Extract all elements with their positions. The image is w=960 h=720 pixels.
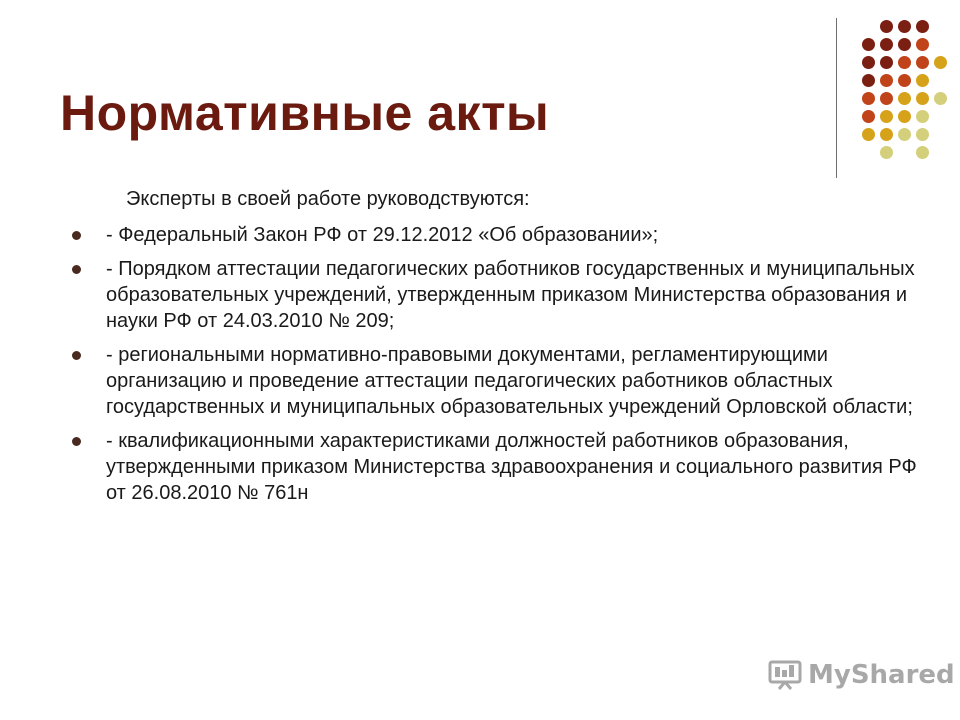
decorative-dot [880, 20, 893, 33]
bullet-dot-icon [72, 231, 81, 240]
decorative-dot [916, 146, 929, 159]
bullet-text: - региональными нормативно-правовыми документами, регламентирующими организацию и проведение аттестации педагогических работников областных государственных и муниципальных образовательных учреждений Орловской области; [106, 344, 913, 418]
decorative-dot [898, 110, 911, 123]
decorative-dot [862, 56, 875, 69]
bullet-dot-icon [72, 437, 81, 446]
decorative-dot [916, 92, 929, 105]
bullet-list [68, 222, 918, 514]
list-item [68, 428, 918, 506]
bullet-dot-icon [72, 265, 81, 274]
bullet-dot-icon [72, 351, 81, 360]
decorative-dot-grid [0, 0, 960, 200]
decorative-dot [898, 56, 911, 69]
intro-text: Эксперты в своей работе руководствуются: [126, 188, 530, 210]
list-item [68, 256, 918, 334]
decorative-dot [916, 110, 929, 123]
bullet-text: - Федеральный Закон РФ от 29.12.2012 «Об образовании»; [106, 224, 659, 246]
presentation-board-icon [768, 660, 802, 690]
decorative-dot [862, 74, 875, 87]
decorative-dot [862, 92, 875, 105]
decorative-dot [880, 146, 893, 159]
list-item [68, 222, 918, 248]
decorative-dot [880, 92, 893, 105]
decorative-dot [880, 38, 893, 51]
decorative-dot [862, 128, 875, 141]
watermark-text: MyShared [808, 660, 955, 690]
decorative-dot [880, 128, 893, 141]
decorative-dot [916, 20, 929, 33]
decorative-dot [898, 92, 911, 105]
decorative-dot [898, 38, 911, 51]
decorative-dot [862, 38, 875, 51]
decorative-dot [916, 128, 929, 141]
decorative-dot [880, 56, 893, 69]
decorative-dot [916, 38, 929, 51]
list-item [68, 342, 918, 420]
decorative-dot [916, 56, 929, 69]
slide-title: Нормативные акты [60, 85, 550, 141]
decorative-dot [916, 74, 929, 87]
decorative-dot [934, 56, 947, 69]
watermark [768, 660, 955, 690]
decorative-dot [898, 74, 911, 87]
bullet-text: - Порядком аттестации педагогических работников государственных и муниципальных образовательных учреждений, утвержденным приказом Министерства образования и науки РФ от 24.03.2010 № 209; [106, 258, 915, 332]
decorative-dot [862, 110, 875, 123]
decorative-dot [880, 110, 893, 123]
decorative-dot [898, 128, 911, 141]
decorative-dot [880, 74, 893, 87]
decorative-dot [934, 92, 947, 105]
bullet-text: - квалификационными характеристиками должностей работников образования, утвержденными приказом Министерства здравоохранения и социального развития РФ от 26.08.2010 № 761н [106, 430, 917, 504]
decorative-dot [898, 20, 911, 33]
